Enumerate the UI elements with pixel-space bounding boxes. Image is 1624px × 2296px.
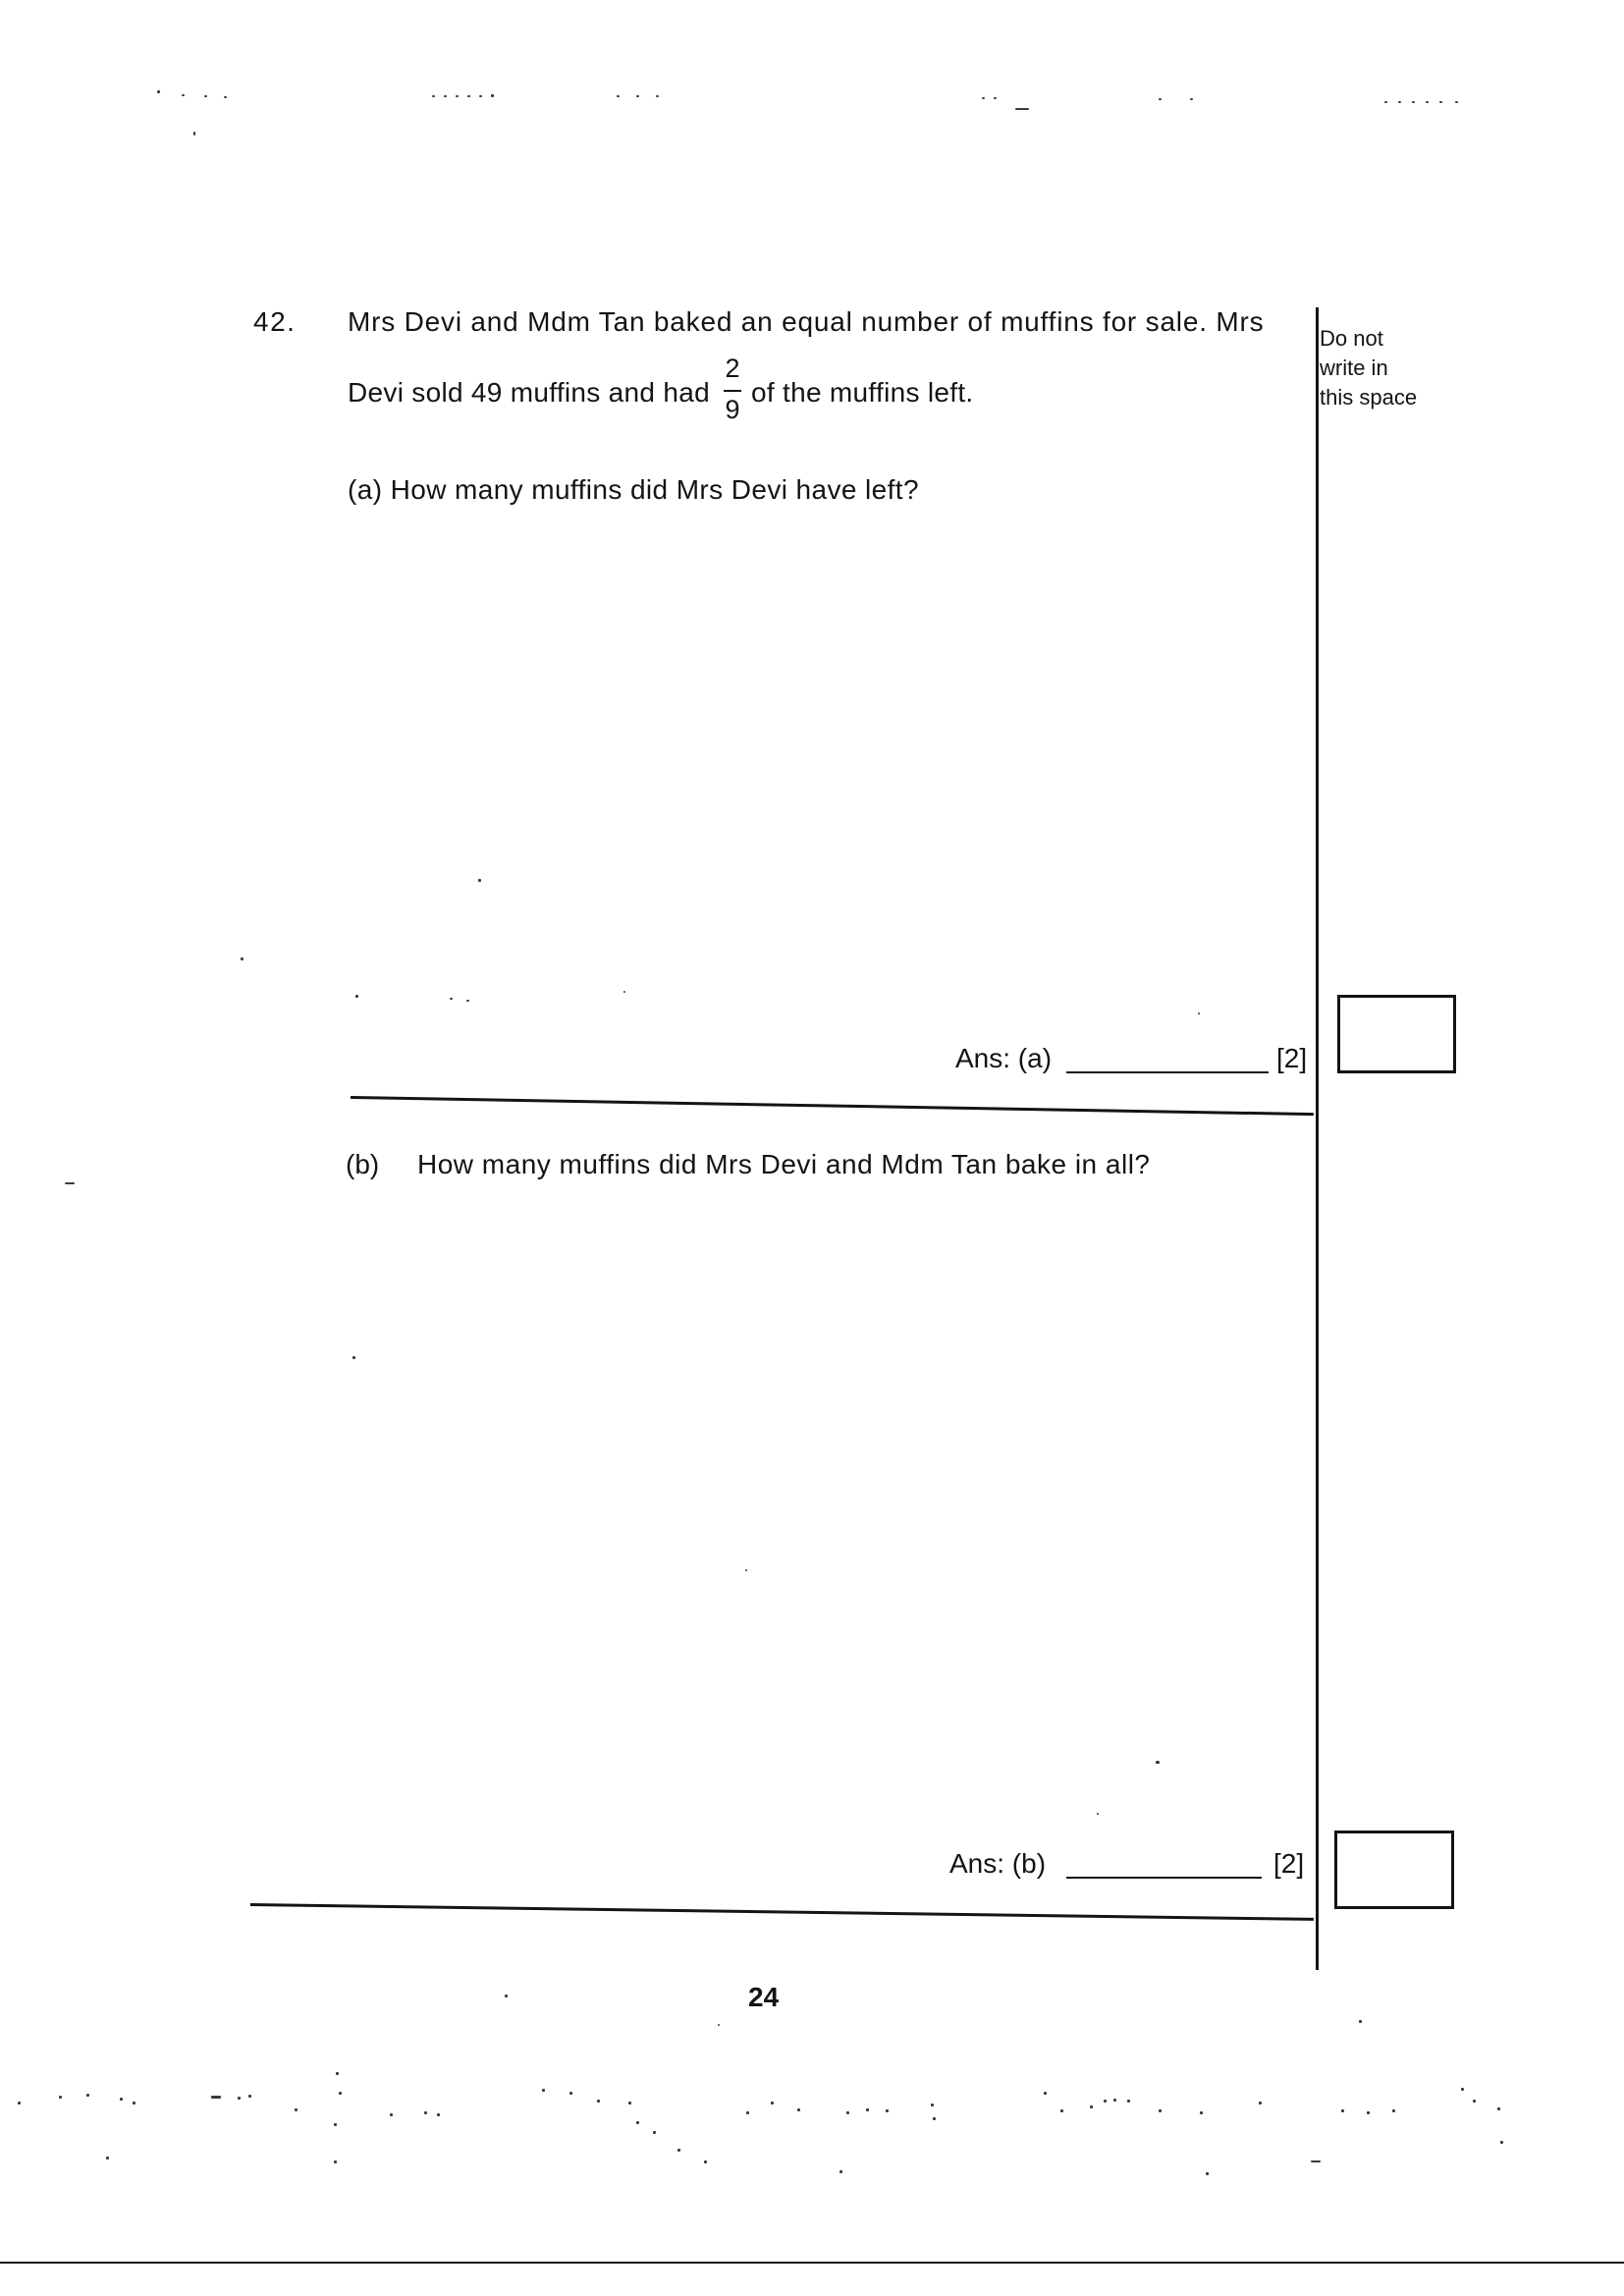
- part-b-divider: [250, 1903, 1314, 1921]
- scan-noise-speck: [1156, 1761, 1160, 1764]
- fraction-numerator: 2: [725, 354, 740, 383]
- scan-noise-speck: [224, 96, 227, 98]
- scan-noise-speck: [1455, 101, 1458, 103]
- scan-noise-speck: [623, 991, 625, 993]
- scan-noise-speck: [334, 2160, 337, 2163]
- scan-noise-speck: [704, 2160, 707, 2163]
- scan-noise-speck: [1341, 2109, 1344, 2112]
- scan-noise-speck: [1206, 2172, 1209, 2175]
- scan-noise-speck: [746, 2111, 749, 2114]
- scan-noise-speck: [1412, 101, 1415, 103]
- marks-box-b: [1334, 1831, 1454, 1909]
- scan-noise-speck: [542, 2089, 545, 2092]
- scan-noise-speck: [931, 2104, 934, 2106]
- margin-note-line-1: Do not: [1320, 326, 1383, 351]
- fraction-bar: [724, 390, 741, 392]
- scan-noise-speck: [339, 2092, 342, 2095]
- scan-noise-speck: [444, 95, 447, 97]
- scan-noise-speck: [1198, 1012, 1200, 1014]
- scan-noise-speck: [653, 2131, 656, 2134]
- scan-noise-speck: [636, 95, 639, 97]
- scan-noise-speck: [120, 2098, 123, 2101]
- part-a-divider: [351, 1096, 1314, 1116]
- scan-noise-speck: [86, 2094, 89, 2097]
- scan-noise-speck: [886, 2109, 889, 2112]
- scan-noise-speck: [846, 2111, 849, 2114]
- scan-noise-speck: [59, 2096, 62, 2099]
- scan-noise-speck: [797, 2108, 800, 2111]
- scan-noise-speck: [1015, 108, 1029, 110]
- scan-noise-speck: [597, 2100, 600, 2103]
- scan-noise-speck: [456, 95, 459, 97]
- answer-a-marks: [2]: [1276, 1043, 1308, 1073]
- scan-noise-speck: [193, 132, 195, 136]
- question-text-line-1: Mrs Devi and Mdm Tan baked an equal number of muffins for sale. Mrs: [348, 306, 1265, 337]
- scan-noise-speck: [238, 2097, 241, 2100]
- scan-noise-speck: [1311, 2160, 1321, 2162]
- scan-noise-speck: [1097, 1813, 1099, 1815]
- scan-noise-speck: [241, 957, 244, 960]
- scan-noise-speck: [1359, 2020, 1362, 2023]
- marks-box-a: [1337, 995, 1456, 1073]
- scan-noise-speck: [106, 2157, 109, 2159]
- scan-noise-speck: [982, 97, 985, 99]
- scan-noise-speck: [1384, 101, 1387, 103]
- scan-noise-speck: [432, 95, 435, 97]
- part-a-question: (a) How many muffins did Mrs Devi have left?: [348, 474, 919, 505]
- scan-noise-speck: [1104, 2100, 1107, 2103]
- page-bottom-edge: [0, 2262, 1624, 2264]
- scan-noise-speck: [466, 1000, 469, 1002]
- scan-noise-speck: [336, 2072, 339, 2075]
- scan-noise-speck: [204, 95, 207, 97]
- scan-noise-speck: [390, 2113, 393, 2116]
- question-text-line-2: Devi sold 49 muffins and had: [348, 377, 710, 408]
- scan-noise-speck: [1060, 2109, 1063, 2112]
- scan-noise-speck: [491, 94, 494, 97]
- scan-noise-speck: [478, 879, 481, 882]
- part-b-question: How many muffins did Mrs Devi and Mdm Tan bake in all?: [417, 1149, 1151, 1179]
- scan-noise-speck: [1439, 101, 1442, 103]
- scan-noise-speck: [617, 95, 620, 97]
- margin-note-line-3: this space: [1320, 385, 1418, 410]
- answer-b-marks: [2]: [1273, 1848, 1305, 1879]
- scan-noise-speck: [133, 2102, 135, 2105]
- scan-noise-speck: [1159, 2109, 1162, 2112]
- scan-noise-speck: [628, 2102, 631, 2105]
- scan-noise-speck: [1398, 101, 1401, 103]
- scan-noise-speck: [1113, 2099, 1116, 2102]
- scan-noise-speck: [745, 1569, 747, 1571]
- scan-noise-speck: [839, 2170, 842, 2173]
- scan-noise-speck: [1426, 101, 1429, 103]
- page-number: 24: [748, 1982, 780, 2012]
- scan-noise-speck: [18, 2102, 21, 2105]
- scan-noise-speck: [355, 995, 358, 998]
- scan-noise-speck: [771, 2102, 774, 2105]
- answer-b-label: Ans: (b): [949, 1848, 1047, 1879]
- scan-noise-speck: [1159, 98, 1162, 100]
- answer-b-blank: [1066, 1877, 1262, 1879]
- scan-noise-speck: [656, 95, 659, 97]
- scan-noise-speck: [1392, 2109, 1395, 2112]
- scan-noise-speck: [677, 2149, 680, 2152]
- scan-noise-speck: [450, 998, 453, 1000]
- scan-noise-speck: [479, 95, 482, 97]
- scan-noise-speck: [424, 2111, 427, 2114]
- scan-noise-speck: [505, 1995, 508, 1997]
- fraction-denominator: 9: [725, 395, 740, 424]
- part-b-label: (b): [346, 1149, 380, 1179]
- scan-noise-speck: [467, 95, 470, 97]
- question-text-line-2-end: of the muffins left.: [751, 377, 974, 408]
- scan-noise-speck: [1461, 2088, 1464, 2091]
- scan-noise-speck: [1500, 2141, 1503, 2144]
- scan-noise-speck: [636, 2121, 639, 2124]
- scan-noise-speck: [933, 2117, 936, 2120]
- scan-noise-speck: [1259, 2102, 1262, 2105]
- answer-a-blank: [1066, 1071, 1269, 1073]
- margin-divider: [1316, 307, 1319, 1970]
- scan-noise-speck: [248, 2095, 251, 2098]
- scan-noise-speck: [182, 94, 185, 96]
- scan-noise-speck: [569, 2092, 572, 2095]
- scan-noise-speck: [437, 2113, 440, 2116]
- fraction-two-ninths: [721, 355, 744, 426]
- scan-noise-speck: [1497, 2107, 1500, 2110]
- scan-noise-speck: [352, 1356, 355, 1359]
- scan-noise-speck: [65, 1182, 75, 1184]
- margin-note: [1320, 324, 1417, 412]
- scan-noise-speck: [994, 97, 997, 99]
- scan-noise-speck: [1200, 2111, 1203, 2114]
- scan-noise-speck: [718, 2024, 720, 2026]
- scan-noise-speck: [1044, 2092, 1047, 2095]
- scan-noise-speck: [1367, 2111, 1370, 2114]
- scan-noise-speck: [295, 2108, 298, 2111]
- scan-noise-speck: [1090, 2105, 1093, 2108]
- scan-noise-speck: [334, 2123, 337, 2126]
- question-number: 42.: [253, 306, 297, 337]
- answer-a-label: Ans: (a): [955, 1043, 1053, 1073]
- scan-noise-speck: [157, 90, 160, 93]
- scan-noise-speck: [1127, 2100, 1130, 2103]
- scan-noise-speck: [1473, 2100, 1476, 2103]
- scan-noise-speck: [866, 2108, 869, 2111]
- margin-note-line-2: write in: [1320, 355, 1388, 380]
- scan-noise-speck: [211, 2096, 221, 2099]
- scan-noise-speck: [1190, 98, 1193, 100]
